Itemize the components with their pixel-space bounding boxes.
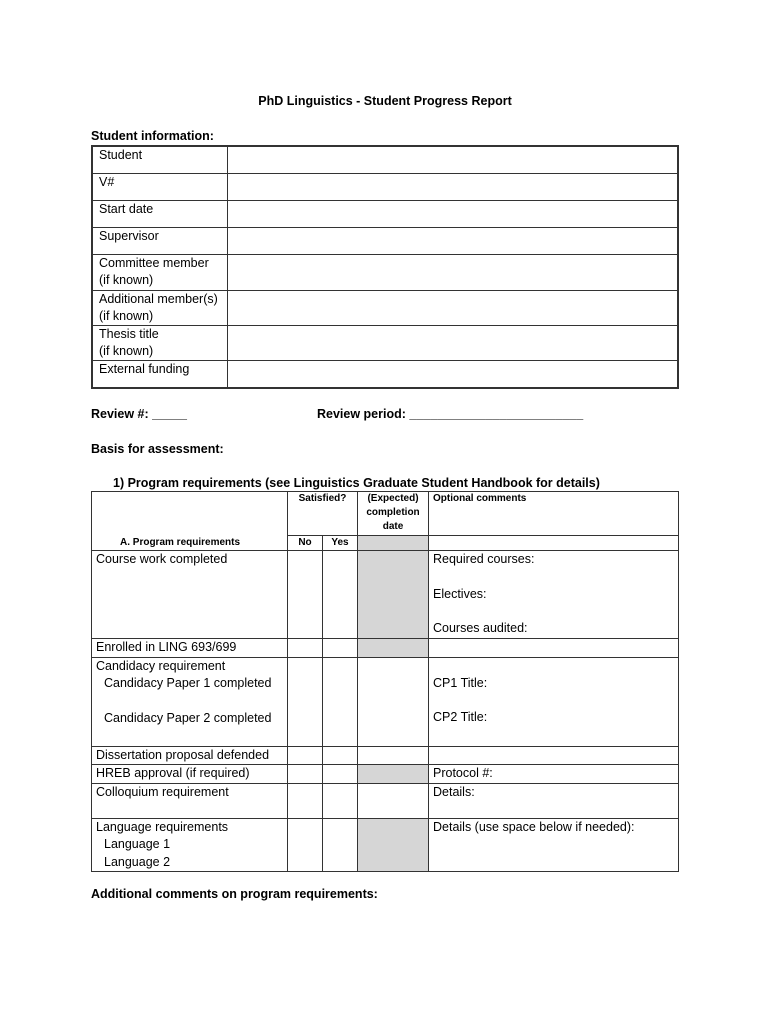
yes-cell[interactable] <box>323 765 358 784</box>
requirement-text: Candidacy Paper 2 completed <box>104 710 272 725</box>
review-number: Review #: _____ <box>91 407 187 421</box>
cell-label: External funding <box>99 361 190 376</box>
comment-text: CP2 Title: <box>433 710 488 724</box>
completion-cell[interactable] <box>358 639 429 658</box>
requirement-label <box>92 783 288 818</box>
thesis-title-field[interactable] <box>228 325 679 360</box>
table-row <box>92 200 678 227</box>
completion-label: completion <box>366 507 420 518</box>
comment-cell[interactable] <box>429 783 679 818</box>
external-funding-field[interactable] <box>228 360 679 388</box>
no-cell[interactable] <box>288 551 323 639</box>
cell-label: Supervisor <box>99 228 159 243</box>
requirement-label <box>92 551 288 639</box>
cell-label: Student <box>99 148 143 162</box>
vnumber-label <box>92 173 228 200</box>
comment-cell[interactable] <box>429 657 679 746</box>
no-cell[interactable] <box>288 765 323 784</box>
table-row <box>92 254 678 290</box>
requirement-label <box>92 818 288 872</box>
student-info-table <box>91 145 679 389</box>
comment-text: Required courses: <box>433 552 535 566</box>
requirement-text: Dissertation proposal defended <box>96 747 270 762</box>
cell-label: (if known) <box>99 272 154 287</box>
program-heading: 1) Program requirements (see Linguistics Graduate Student Handbook for details) <box>113 476 600 490</box>
completion-cell[interactable] <box>358 746 429 765</box>
yes-cell[interactable] <box>323 639 358 658</box>
table-row <box>92 325 678 360</box>
committee-label <box>92 254 228 290</box>
supervisor-field[interactable] <box>228 227 679 254</box>
completion-header <box>358 492 429 536</box>
comment-cell[interactable] <box>429 818 679 872</box>
external-funding-label <box>92 360 228 388</box>
table-row <box>92 765 679 784</box>
vnumber-field[interactable] <box>228 173 679 200</box>
comment-text: Electives: <box>433 586 487 601</box>
table-row <box>92 290 678 325</box>
requirement-text: Language 2 <box>104 854 171 869</box>
requirement-label <box>92 657 288 746</box>
thesis-title-label <box>92 325 228 360</box>
student-label <box>92 146 228 173</box>
completion-cell[interactable] <box>358 765 429 784</box>
completion-label: date <box>382 521 404 532</box>
comments-header <box>429 492 679 536</box>
no-label: No <box>298 537 312 548</box>
cell-label: Committee member <box>99 255 209 270</box>
section-header <box>92 536 288 551</box>
additional-comments-heading: Additional comments on program requirements: <box>91 887 378 901</box>
requirement-label <box>92 765 288 784</box>
additional-member-field[interactable] <box>228 290 679 325</box>
comment-cell[interactable] <box>429 765 679 784</box>
student-field[interactable] <box>228 146 679 173</box>
yes-cell[interactable] <box>323 551 358 639</box>
table-row <box>92 551 679 639</box>
table-row <box>92 639 679 658</box>
start-date-label <box>92 200 228 227</box>
completion-cell[interactable] <box>358 818 429 872</box>
requirement-label <box>92 639 288 658</box>
cell-label: Thesis title <box>99 326 159 341</box>
table-row <box>92 146 678 173</box>
table-row <box>92 227 678 254</box>
start-date-field[interactable] <box>228 200 679 227</box>
table-row <box>92 536 679 551</box>
yes-cell[interactable] <box>323 657 358 746</box>
student-info-heading: Student information: <box>91 129 214 143</box>
section-label: A. Program requirements <box>120 536 241 548</box>
table-row <box>92 783 679 818</box>
requirement-text: Language requirements <box>96 819 229 834</box>
cell-label: (if known) <box>99 343 154 358</box>
program-requirements-table <box>91 491 679 872</box>
requirement-label <box>92 746 288 765</box>
comment-text: Details: <box>433 784 475 799</box>
no-header <box>288 536 323 551</box>
supervisor-label <box>92 227 228 254</box>
cell-label: V# <box>99 174 115 189</box>
header-blank <box>92 492 288 536</box>
table-row <box>92 657 679 746</box>
no-cell[interactable] <box>288 746 323 765</box>
yes-cell[interactable] <box>323 746 358 765</box>
comment-cell[interactable] <box>429 639 679 658</box>
yes-cell[interactable] <box>323 783 358 818</box>
comment-cell[interactable] <box>429 536 679 551</box>
table-row <box>92 360 678 388</box>
table-row <box>92 818 679 872</box>
page-title: PhD Linguistics - Student Progress Report <box>258 94 512 108</box>
comment-text: Details (use space below if needed): <box>433 819 635 834</box>
completion-cell[interactable] <box>358 551 429 639</box>
requirement-text: Course work completed <box>96 552 228 566</box>
requirement-text: Candidacy requirement <box>96 658 226 673</box>
review-period: Review period: _________________________ <box>317 407 584 421</box>
comment-text: Protocol #: <box>433 766 493 780</box>
no-cell[interactable] <box>288 783 323 818</box>
satisfied-header <box>288 492 358 536</box>
cell-label: Additional member(s) <box>99 291 218 306</box>
yes-header <box>323 536 358 551</box>
yes-cell[interactable] <box>323 818 358 872</box>
cell-label: Start date <box>99 201 154 216</box>
requirement-text: Enrolled in LING 693/699 <box>96 640 237 654</box>
requirement-text: Colloquium requirement <box>96 784 229 799</box>
completion-label: (Expected) <box>367 493 419 504</box>
yes-label: Yes <box>331 537 349 548</box>
additional-member-label <box>92 290 228 325</box>
table-row <box>92 173 678 200</box>
no-cell[interactable] <box>288 639 323 658</box>
comment-cell[interactable] <box>429 551 679 639</box>
no-cell[interactable] <box>288 818 323 872</box>
requirement-text: HREB approval (if required) <box>96 766 250 780</box>
comment-cell[interactable] <box>429 746 679 765</box>
no-cell[interactable] <box>288 657 323 746</box>
requirement-text: Language 1 <box>104 837 171 851</box>
satisfied-label: Satisfied? <box>298 493 347 504</box>
completion-cell[interactable] <box>358 783 429 818</box>
basis-heading: Basis for assessment: <box>91 442 224 456</box>
comment-text: Courses audited: <box>433 621 528 635</box>
comments-label: Optional comments <box>433 493 527 504</box>
completion-cell[interactable] <box>358 657 429 746</box>
completion-cell[interactable] <box>358 536 429 551</box>
committee-field[interactable] <box>228 254 679 290</box>
table-row <box>92 492 679 536</box>
table-row <box>92 746 679 765</box>
requirement-text: Candidacy Paper 1 completed <box>104 676 272 690</box>
comment-text: CP1 Title: <box>433 675 488 690</box>
cell-label: (if known) <box>99 308 154 323</box>
